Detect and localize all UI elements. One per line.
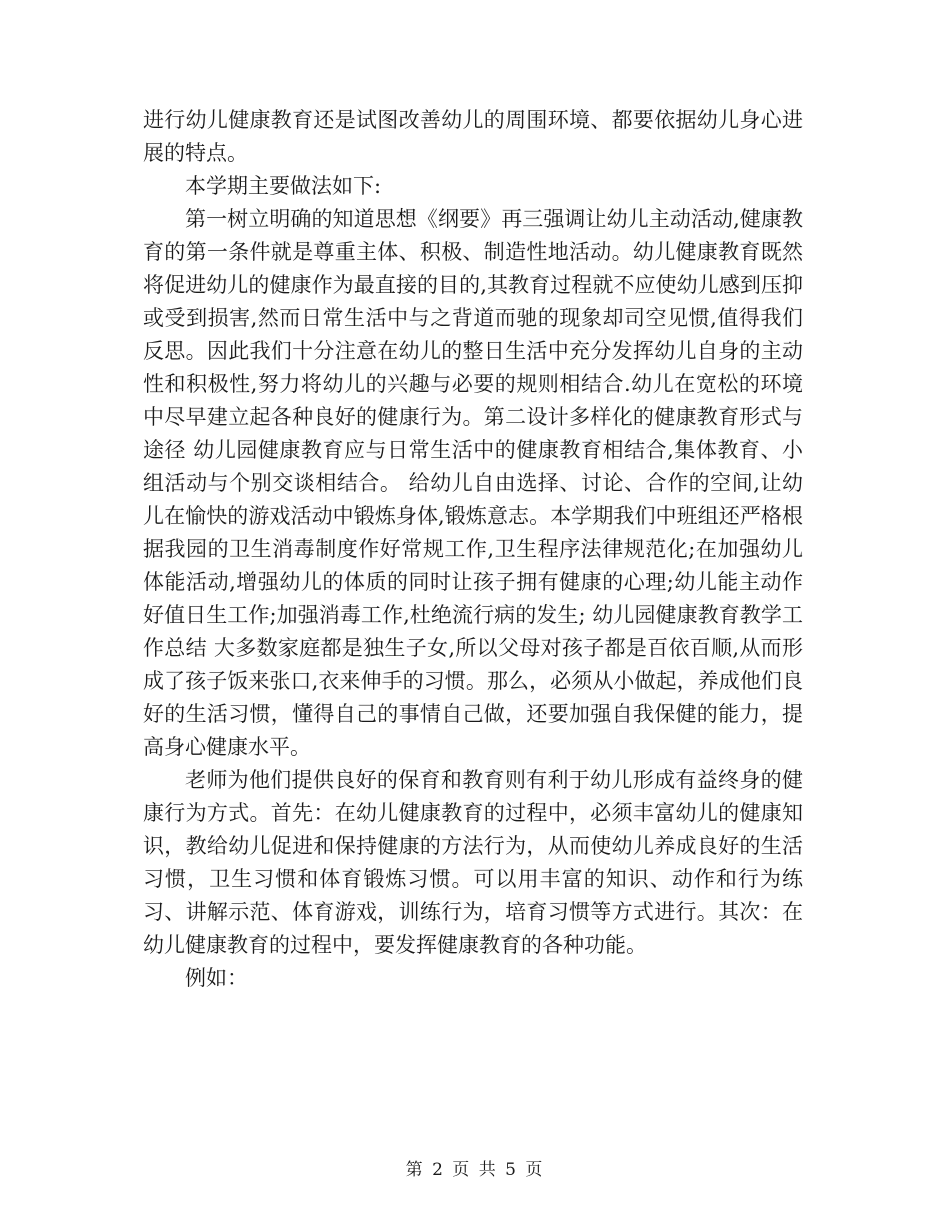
paragraph-2: 本学期主要做法如下: <box>185 174 382 198</box>
paragraph-5: 例如： <box>185 966 248 990</box>
page-footer: 第 2 页 共 5 页 <box>405 1160 545 1180</box>
paragraph-4: 老师为他们提供良好的保育和教育则有利于幼儿形成有益终身的健康行为方式。首先：在幼儿健康教育的过程中，必须丰富幼儿的健康知识，教给幼儿促进和保持健康的方法行为，从而使幼儿养成良好的生活习惯，卫生习惯和体育锻炼习惯。可以用丰富的知识、动作和行为练习、讲解示范、体育游戏，训练行为，培育习惯等方式进行。其次：在幼儿健康教育的过程中，要发挥健康教育的各种功能。 <box>143 768 803 957</box>
paragraph-3: 第一树立明确的知道思想《纲要》再三强调让幼儿主动活动,健康教育的第一条件就是尊重主体、积极、制造性地活动。幼儿健康教育既然将促进幼儿的健康作为最直接的目的,其教育过程就不应使幼儿感到压抑或受到损害,然而日常生活中与之背道而驰的现象却司空见惯,值得我们反思。因此我们十分注意在幼儿的整日生活中充分发挥幼儿自身的主动性和积极性,努力将幼儿的兴趣与必要的规则相结合.幼儿在宽松的环境中尽早建立起各种良好的健康行为。第二设计多样化的健康教育形式与途径 幼儿园健康教育应与日常生活中的健康教育相结合,集体教育、小组活动与个别交谈相结合。 给幼儿自由选择、讨论、合作的空间,让幼儿在愉快的游戏活动中锻炼身体,锻炼意志。本学期我们中班组还严格根据我园的卫生消毒制度作好常规工作,卫生程序法律规范化;在加强幼儿体能活动,增强幼儿的体质的同时让孩子拥有健康的心理;幼儿能主动作好值日生工作;加强消毒工作,杜绝流行病的发生; 幼儿园健康教育教学工作总结 大多数家庭都是独生子女,所以父母对孩子都是百依百顺,从而形成了孩子饭来张口,衣来伸手的习惯。那么，必须从小做起，养成他们良好的生活习惯，懂得自己的事情自己做，还要加强自我保健的能力，提高身心健康水平。 <box>143 207 803 759</box>
page-body <box>143 104 803 995</box>
paragraph-1: 进行幼儿健康教育还是试图改善幼儿的周围环境、都要依据幼儿身心进展的特点。 <box>143 108 803 165</box>
